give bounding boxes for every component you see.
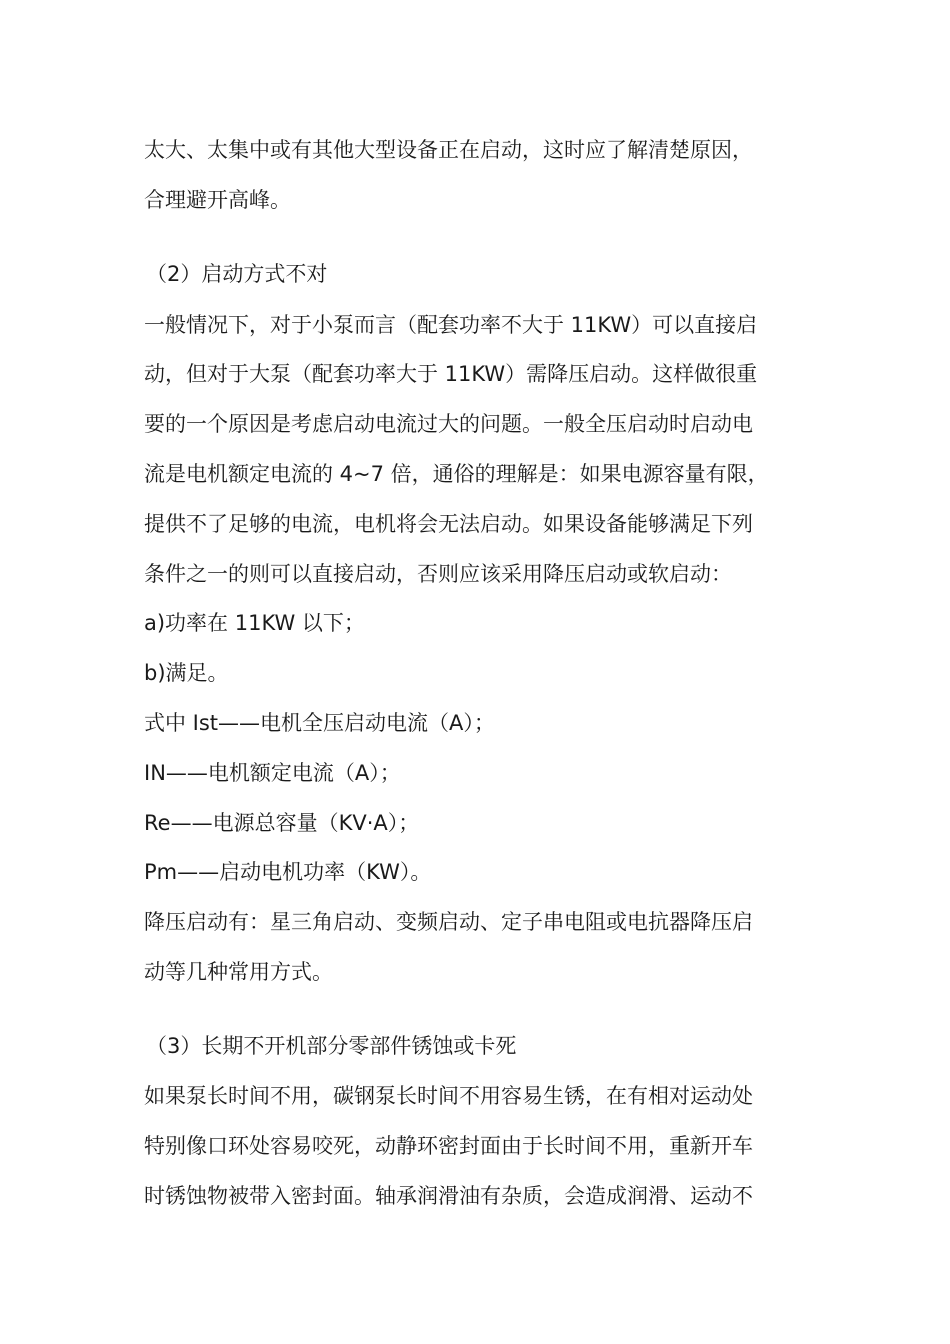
paragraph-line: 一般情况下，对于小泵而言（配套功率不大于 11KW）可以直接启: [144, 313, 758, 337]
section-heading-2: （2）启动方式不对: [146, 262, 328, 286]
paragraph-line: 动，但对于大泵（配套功率大于 11KW）需降压启动。这样做很重: [144, 362, 758, 386]
paragraph-line: 合理避开高峰。: [144, 188, 291, 212]
list-item-b: b)满足。: [144, 661, 229, 685]
formula-definition: IN——电机额定电流（A）；: [144, 761, 401, 785]
formula-definition: 式中 Ist——电机全压启动电流（A）；: [144, 711, 495, 735]
formula-definition: Re——电源总容量（KV·A）；: [144, 811, 420, 835]
list-item-a: a)功率在 11KW 以下；: [144, 611, 365, 635]
paragraph-line: 降压启动有：星三角启动、变频启动、定子串电阻或电抗器降压启: [144, 910, 753, 934]
paragraph-line: 流是电机额定电流的 4~7 倍，通俗的理解是：如果电源容量有限，: [144, 462, 769, 486]
paragraph-line: 动等几种常用方式。: [144, 960, 333, 984]
paragraph-line: 太大、太集中或有其他大型设备正在启动，这时应了解清楚原因，: [144, 138, 753, 162]
paragraph-line: 条件之一的则可以直接启动，否则应该采用降压启动或软启动：: [144, 562, 732, 586]
formula-definition: Pm——启动电机功率（KW）。: [144, 860, 432, 884]
paragraph-line: 特别像口环处容易咬死，动静环密封面由于长时间不用，重新开车: [144, 1134, 753, 1158]
paragraph-line: 要的一个原因是考虑启动电流过大的问题。一般全压启动时启动电: [144, 412, 753, 436]
section-heading-3: （3）长期不开机部分零部件锈蚀或卡死: [146, 1034, 517, 1058]
paragraph-line: 时锈蚀物被带入密封面。轴承润滑油有杂质，会造成润滑、运动不: [144, 1184, 753, 1208]
paragraph-line: 提供不了足够的电流，电机将会无法启动。如果设备能够满足下列: [144, 512, 753, 536]
paragraph-line: 如果泵长时间不用，碳钢泵长时间不用容易生锈，在有相对运动处: [144, 1084, 753, 1108]
